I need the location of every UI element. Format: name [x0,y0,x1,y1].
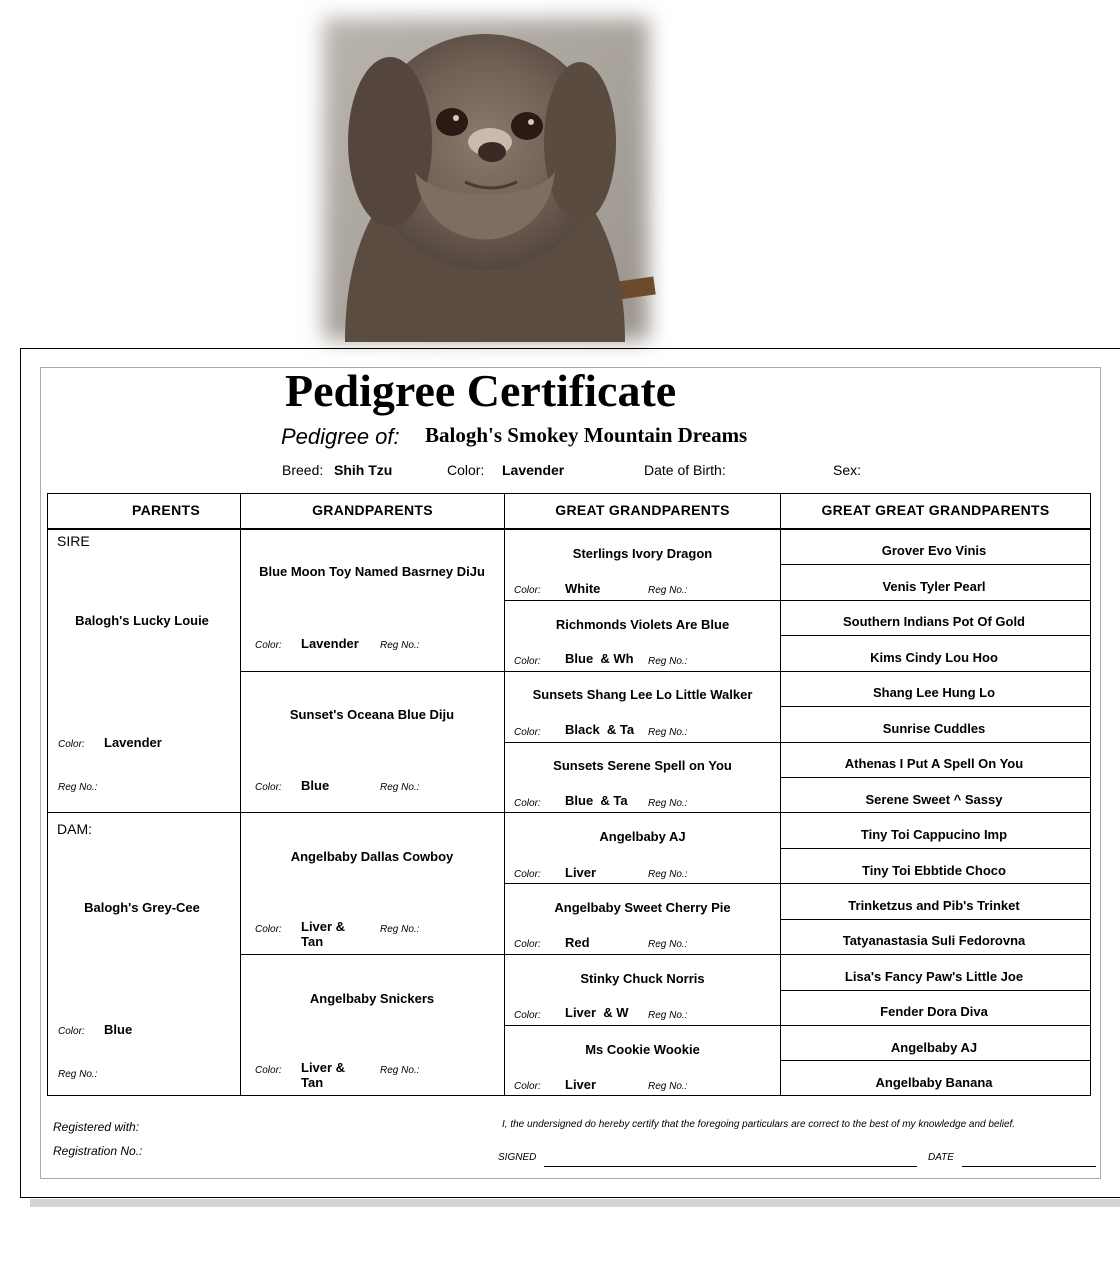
great-grandparent-color-value: Black & Ta [565,722,635,737]
great-great-grandparent-name: Shang Lee Hung Lo [872,685,996,700]
sire-color-value: Lavender [104,735,162,750]
dog-photo [305,2,667,360]
pedigree-of-label: Pedigree of: [281,424,400,449]
registration-no-label: Registration No.: [53,1144,143,1158]
ggp-divider [505,954,780,955]
page-shadow [30,1199,1120,1207]
great-great-grandparent-name: Tatyanastasia Suli Fedorovna [842,933,1026,948]
great-grandparent-color-label: Color: [514,727,541,738]
great-great-grandparent-name: Kims Cindy Lou Hoo [870,650,998,665]
grandparent-reg-label: Reg No.: [380,782,420,793]
great-grandparent-color-label: Color: [514,1010,541,1021]
date-line [962,1166,1096,1167]
gggp-divider [781,1060,1090,1061]
grandparent-color-value: Liver & Tan [301,1060,346,1090]
great-grandparent-reg-label: Reg No.: [648,727,688,738]
grandparent-color-value: Blue [301,778,330,793]
grandparent-name: Angelbaby Dallas Cowboy [290,849,454,864]
great-grandparent-color-label: Color: [514,798,541,809]
great-grandparent-color-value: Red [565,935,590,950]
gp-divider-3 [241,954,504,955]
great-grandparent-color-label: Color: [514,1081,541,1092]
gggp-divider [781,812,1090,813]
grandparent-color-label: Color: [255,640,282,651]
great-grandparent-color-value: Liver [565,1077,597,1092]
gp-divider-1 [241,671,504,672]
grandparent-name: Blue Moon Toy Named Basrney DiJu [259,564,485,579]
color-value: Lavender [502,462,565,478]
breed-label: Breed: [282,462,324,478]
great-grandparent-color-label: Color: [514,939,541,950]
great-great-grandparent-name: Fender Dora Diva [880,1004,988,1019]
grandparent-reg-label: Reg No.: [380,924,420,935]
great-great-grandparent-name: Tiny Toi Ebbtide Choco [862,863,1006,878]
dam-name: Balogh's Grey-Cee [84,900,200,915]
great-grandparent-color-value: Blue & Ta [565,793,628,808]
great-grandparent-color-label: Color: [514,869,541,880]
great-great-grandparent-name: Southern Indians Pot Of Gold [843,614,1025,629]
header-grandparents: GRANDPARENTS [312,502,433,518]
table-border-left [47,493,48,1096]
col-divider-1 [240,493,241,1096]
sire-label: SIRE [57,533,90,549]
header-great-great-grandparents: GREAT GREAT GRANDPARENTS [821,502,1050,518]
sire-name: Balogh's Lucky Louie [75,613,209,628]
dam-reg-label: Reg No.: [58,1069,98,1080]
gggp-divider [781,848,1090,849]
great-great-grandparent-name: Angelbaby AJ [890,1040,978,1055]
great-grandparent-name: Sunsets Shang Lee Lo Little Walker [532,687,753,702]
grandparent-color-value: Liver & Tan [301,919,346,949]
great-great-grandparent-name: Sunrise Cuddles [882,721,986,736]
great-grandparent-color-value: Liver & W [565,1005,629,1020]
grandparent-color-label: Color: [255,782,282,793]
great-grandparent-reg-label: Reg No.: [648,1081,688,1092]
great-grandparent-color-label: Color: [514,585,541,596]
great-grandparent-name: Richmonds Violets Are Blue [555,617,730,632]
gggp-divider [781,742,1090,743]
certificate-title: Pedigree Certificate [285,365,677,416]
gggp-divider [781,883,1090,884]
gggp-divider [781,706,1090,707]
grandparent-reg-label: Reg No.: [380,1065,420,1076]
table-border-bottom [47,1095,1091,1096]
grandparent-color-value: Lavender [301,636,359,651]
dog-name: Balogh's Smokey Mountain Dreams [425,423,748,447]
great-grandparent-reg-label: Reg No.: [648,1010,688,1021]
header-divider [47,528,1091,530]
sire-color-label: Color: [58,739,85,750]
header-great-grandparents: GREAT GRANDPARENTS [555,502,730,518]
gp-divider-2 [241,812,504,813]
great-grandparent-name: Sunsets Serene Spell on You [553,758,732,773]
great-grandparent-reg-label: Reg No.: [648,939,688,950]
gggp-divider [781,564,1090,565]
gggp-divider [781,990,1090,991]
breed-value: Shih Tzu [334,462,393,478]
registered-with-label: Registered with: [53,1120,140,1134]
dob-label: Date of Birth: [644,462,726,478]
grandparent-reg-label: Reg No.: [380,640,420,651]
great-grandparent-name: Sterlings Ivory Dragon [572,546,713,561]
ggp-divider [505,671,780,672]
great-grandparent-name: Ms Cookie Wookie [585,1042,700,1057]
great-grandparent-reg-label: Reg No.: [648,585,688,596]
great-grandparent-name: Angelbaby Sweet Cherry Pie [554,900,731,915]
dam-color-value: Blue [104,1022,133,1037]
great-grandparent-color-value: Blue & Wh [565,651,634,666]
gggp-divider [781,1025,1090,1026]
signature-line [544,1166,917,1167]
great-great-grandparent-name: Venis Tyler Pearl [882,579,986,594]
grandparent-color-label: Color: [255,924,282,935]
signed-label: SIGNED [498,1152,537,1163]
great-grandparent-reg-label: Reg No.: [648,656,688,667]
great-great-grandparent-name: Tiny Toi Cappucino Imp [860,827,1008,842]
header-parents: PARENTS [132,502,200,518]
great-great-grandparent-name: Angelbaby Banana [875,1075,993,1090]
gggp-divider [781,954,1090,955]
great-great-grandparent-name: Lisa's Fancy Paw's Little Joe [844,969,1024,984]
great-great-grandparent-name: Trinketzus and Pib's Trinket [848,898,1020,913]
gggp-divider [781,635,1090,636]
gggp-divider [781,671,1090,672]
grandparent-name: Sunset's Oceana Blue Diju [289,707,455,722]
grandparent-name: Angelbaby Snickers [309,991,435,1006]
sire-reg-label: Reg No.: [58,782,98,793]
great-grandparent-name: Angelbaby AJ [599,829,686,844]
great-grandparent-reg-label: Reg No.: [648,869,688,880]
certification-statement: I, the undersigned do hereby certify that the foregoing particulars are correct to the best of my knowledge and belief. [502,1119,1016,1130]
parents-divider [47,812,241,813]
col-divider-2 [504,493,505,1096]
great-grandparent-color-value: Liver [565,865,597,880]
dam-color-label: Color: [58,1026,85,1037]
ggp-divider [505,742,780,743]
gggp-divider [781,777,1090,778]
pedigree-table [47,493,1091,1096]
grandparent-color-label: Color: [255,1065,282,1076]
dam-label: DAM: [57,821,92,837]
great-grandparent-name: Stinky Chuck Norris [580,971,705,986]
sex-label: Sex: [833,462,862,478]
great-grandparent-color-label: Color: [514,656,541,667]
gggp-divider [781,600,1090,601]
ggp-divider [505,600,780,601]
gggp-divider [781,919,1090,920]
great-grandparent-reg-label: Reg No.: [648,798,688,809]
ggp-divider [505,812,780,813]
ggp-divider [505,1025,780,1026]
great-great-grandparent-name: Grover Evo Vinis [881,543,987,558]
table-border-right [1090,493,1091,1096]
date-label: DATE [928,1152,954,1163]
great-great-grandparent-name: Athenas I Put A Spell On You [844,756,1024,771]
great-grandparent-color-value: White [565,581,601,596]
color-label: Color: [447,462,485,478]
ggp-divider [505,883,780,884]
great-great-grandparent-name: Serene Sweet ^ Sassy [865,792,1003,807]
